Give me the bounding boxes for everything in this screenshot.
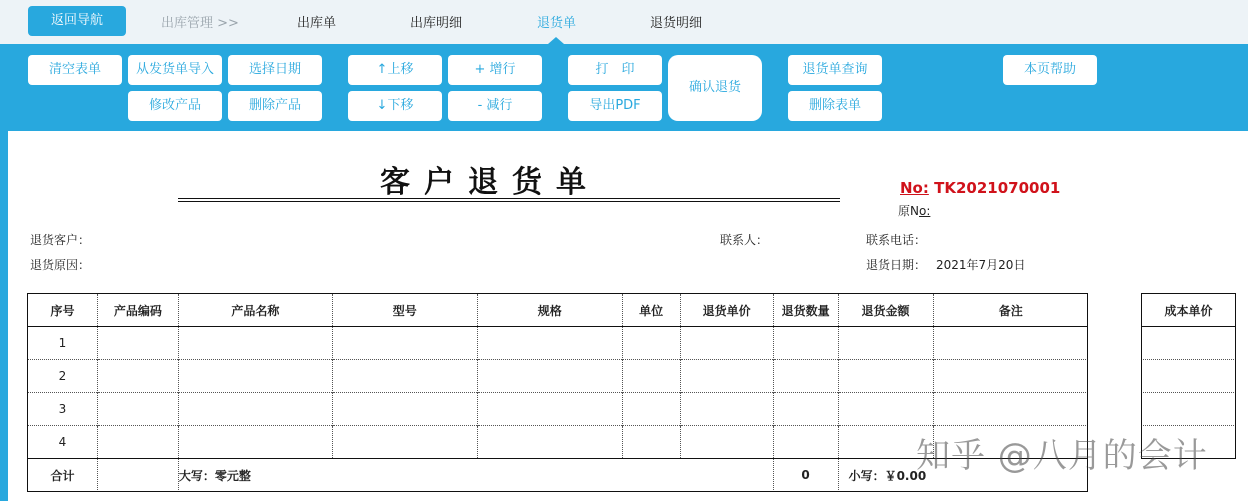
table-cell[interactable] <box>178 393 332 426</box>
table-cell[interactable] <box>773 327 838 360</box>
capital-amount: 大写：零元整 <box>178 459 773 492</box>
confirm-return-button[interactable]: 确认退货 <box>668 55 762 121</box>
table-cell[interactable] <box>622 327 680 360</box>
table-cell[interactable] <box>933 327 1088 360</box>
col-header-unit-price: 退货单价 <box>680 294 773 327</box>
import-from-dispatch-button[interactable]: 从发货单导入 <box>128 55 222 85</box>
cost-price-header: 成本单价 <box>1142 294 1236 327</box>
return-date-label: 退货日期： <box>866 258 927 272</box>
table-cell[interactable] <box>332 327 477 360</box>
select-date-button[interactable]: 选择日期 <box>228 55 322 85</box>
table-cell[interactable] <box>97 426 178 459</box>
back-to-nav-button[interactable]: 返回导航 <box>28 6 126 36</box>
contact-label: 联系人： <box>720 233 769 247</box>
top-nav-bar <box>0 0 1248 44</box>
title-underline-bottom <box>178 201 840 202</box>
cost-cell[interactable] <box>1142 360 1236 393</box>
summary-spacer <box>97 459 178 492</box>
table-cell[interactable] <box>477 360 622 393</box>
table-row <box>28 327 1089 360</box>
row-index: 1 <box>28 327 98 360</box>
col-header-product-code: 产品编码 <box>97 294 178 327</box>
table-cell[interactable] <box>773 426 838 459</box>
delete-form-button[interactable]: 删除表单 <box>788 91 882 121</box>
table-header-row <box>28 294 1089 327</box>
table-cell[interactable] <box>933 360 1088 393</box>
table-cell[interactable] <box>622 360 680 393</box>
return-customer-label: 退货客户： <box>30 233 91 247</box>
table-cell[interactable] <box>680 327 773 360</box>
original-number-suffix: o: <box>918 204 931 218</box>
table-cell[interactable] <box>97 393 178 426</box>
cost-cell[interactable] <box>1142 393 1236 426</box>
cost-row <box>1142 393 1236 426</box>
watermark: 知乎 @八月的会计 <box>916 436 1208 476</box>
table-cell[interactable] <box>838 360 933 393</box>
nav-tab-return-detail[interactable]: 退货明细 <box>650 16 703 31</box>
summary-label: 合计 <box>28 459 98 492</box>
nav-tab-return-order[interactable]: 退货单 <box>537 16 577 31</box>
row-index: 4 <box>28 426 98 459</box>
table-cell[interactable] <box>838 327 933 360</box>
cost-header-row <box>1142 294 1236 327</box>
table-cell[interactable] <box>97 360 178 393</box>
col-header-product-name: 产品名称 <box>178 294 332 327</box>
active-tab-indicator <box>548 37 564 44</box>
document-number-value[interactable]: TK2021070001 <box>934 179 1061 197</box>
col-header-amount: 退货金额 <box>838 294 933 327</box>
phone-label: 联系电话： <box>866 233 927 247</box>
table-cell[interactable] <box>933 393 1088 426</box>
print-button[interactable]: 打 印 <box>568 55 662 85</box>
edit-product-button[interactable]: 修改产品 <box>128 91 222 121</box>
table-cell[interactable] <box>680 426 773 459</box>
nav-tab-outbound-management[interactable]: 出库管理 >> <box>161 16 239 31</box>
return-reason-label: 退货原因： <box>30 258 91 272</box>
table-cell[interactable] <box>773 393 838 426</box>
row-index: 3 <box>28 393 98 426</box>
table-cell[interactable] <box>332 360 477 393</box>
title-underline-top <box>178 198 840 199</box>
table-cell[interactable] <box>773 360 838 393</box>
cost-row <box>1142 360 1236 393</box>
original-number[interactable] <box>898 202 930 219</box>
table-cell[interactable] <box>622 393 680 426</box>
export-pdf-button[interactable]: 导出PDF <box>568 91 662 121</box>
table-cell[interactable] <box>477 426 622 459</box>
document-number <box>900 179 1060 197</box>
total-quantity: 0 <box>773 459 838 492</box>
table-cell[interactable] <box>97 327 178 360</box>
cost-row <box>1142 327 1236 360</box>
document-number-label: No: <box>900 179 929 197</box>
table-cell[interactable] <box>178 360 332 393</box>
add-row-button[interactable]: + 增行 <box>448 55 542 85</box>
table-cell[interactable] <box>622 426 680 459</box>
table-cell[interactable] <box>332 426 477 459</box>
table-cell[interactable] <box>477 327 622 360</box>
nav-tab-outbound-detail[interactable]: 出库明细 <box>410 16 463 31</box>
cost-cell[interactable] <box>1142 327 1236 360</box>
col-header-spec: 规格 <box>477 294 622 327</box>
subtotal-amount: 小写：￥0.00 <box>838 459 1088 492</box>
col-header-model: 型号 <box>332 294 477 327</box>
table-cell[interactable] <box>680 393 773 426</box>
table-cell[interactable] <box>178 426 332 459</box>
document-title: 客户退货单 <box>380 165 600 200</box>
nav-tab-outbound-order[interactable]: 出库单 <box>297 16 337 31</box>
col-header-remark: 备注 <box>933 294 1088 327</box>
col-header-index: 序号 <box>28 294 98 327</box>
table-cell[interactable] <box>332 393 477 426</box>
table-cell[interactable] <box>178 327 332 360</box>
table-cell[interactable] <box>477 393 622 426</box>
return-date-value[interactable]: 2021年7月20日 <box>936 258 1026 272</box>
table-cell[interactable] <box>838 393 933 426</box>
move-down-button[interactable]: ↓下移 <box>348 91 442 121</box>
clear-form-button[interactable]: 清空表单 <box>28 55 122 85</box>
table-cell[interactable] <box>680 360 773 393</box>
col-header-unit: 单位 <box>622 294 680 327</box>
table-row <box>28 360 1089 393</box>
move-up-button[interactable]: ↑上移 <box>348 55 442 85</box>
remove-row-button[interactable]: - 减行 <box>448 91 542 121</box>
delete-product-button[interactable]: 删除产品 <box>228 91 322 121</box>
table-row <box>28 393 1089 426</box>
query-return-button[interactable]: 退货单查询 <box>788 55 882 85</box>
col-header-quantity: 退货数量 <box>773 294 838 327</box>
original-number-prefix: 原N <box>898 204 919 218</box>
help-button[interactable]: 本页帮助 <box>1003 55 1097 85</box>
row-index: 2 <box>28 360 98 393</box>
